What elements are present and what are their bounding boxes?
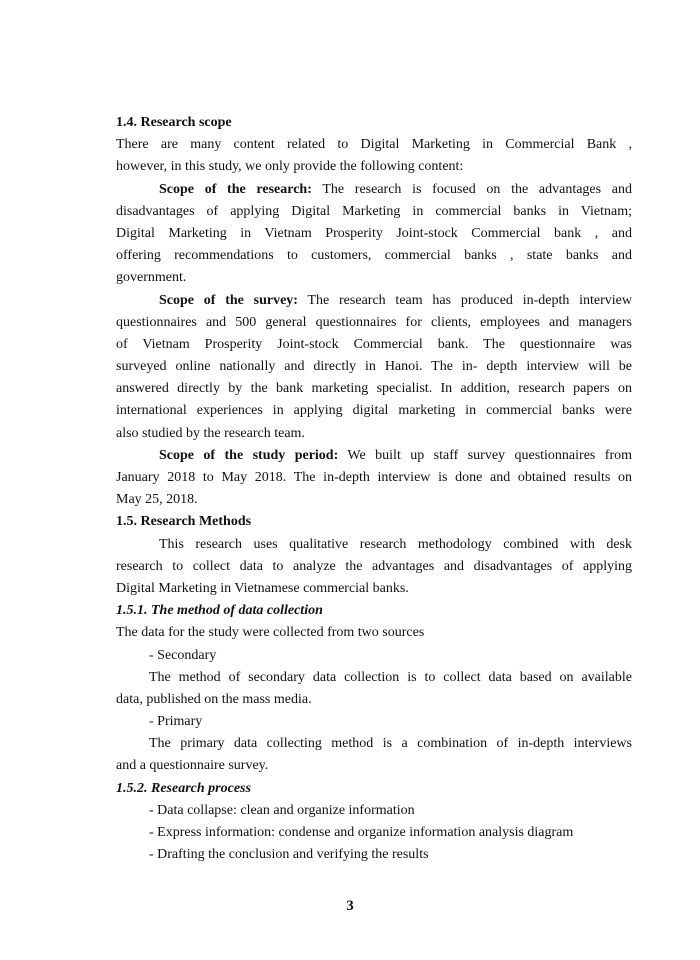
paragraph-line: government. [116, 270, 187, 286]
paragraph-line: and a questionnaire survey. [116, 758, 269, 774]
paragraph-line: of Vietnam Prosperity Joint-stock Commercial bank. The questionnaire was [116, 336, 632, 352]
paragraph-line: also studied by the research team. [116, 425, 305, 441]
paragraph-line: questionnaires and 500 general questionnaires for clients, employees and managers [116, 314, 632, 330]
scope-survey-label: Scope of the survey: [159, 292, 298, 308]
paragraph-text: The research team has produced in-depth interview [297, 292, 632, 308]
paragraph-line: There are many content related to Digital Marketing in Commercial Bank , [116, 137, 632, 153]
paragraph-line: The primary data collecting method is a combination of in-depth interviews [149, 736, 632, 752]
section-heading-research-scope: 1.4. Research scope [116, 115, 232, 130]
paragraph-text: The research is focused on the advantages and [311, 181, 632, 197]
paragraph-line: international experiences in applying digital marketing in commercial banks were [116, 403, 632, 419]
paragraph-line: however, in this study, we only provide the following content: [116, 159, 464, 175]
document-page [116, 112, 632, 866]
paragraph-line [116, 445, 632, 467]
subsection-heading-data-collection: 1.5.1. The method of data collection [116, 603, 323, 619]
paragraph-line: data, published on the mass media. [116, 691, 312, 707]
paragraph-line: disadvantages of applying Digital Marketing in commercial banks in Vietnam; [116, 203, 632, 219]
scope-research-label: Scope of the research: [159, 181, 312, 197]
paragraph-text: We built up staff survey questionnaires from [338, 447, 632, 463]
paragraph-line: Digital Marketing in Vietnam Prosperity Joint-stock Commercial bank , and [116, 225, 632, 241]
scope-period-label: Scope of the study period: [159, 447, 339, 463]
paragraph-line: January 2018 to May 2018. The in-depth interview is done and obtained results on [116, 470, 632, 485]
paragraph-line: Digital Marketing in Vietnamese commercial banks. [116, 580, 409, 596]
list-item: - Data collapse: clean and organize information [149, 802, 415, 818]
paragraph-line: surveyed online nationally and directly in Hanoi. The in- depth interview will be [116, 359, 632, 375]
list-item: - Express information: condense and organize information analysis diagram [149, 825, 574, 840]
paragraph-line: offering recommendations to customers, commercial banks , state banks and [116, 248, 632, 264]
paragraph-line: The data for the study were collected from two sources [116, 625, 425, 641]
paragraph-line: answered directly by the bank marketing specialist. In addition, research papers on [116, 381, 632, 397]
paragraph-line [116, 290, 632, 312]
list-item-secondary: - Secondary [149, 647, 217, 663]
list-item: - Drafting the conclusion and verifying the results [149, 847, 429, 863]
paragraph-line: May 25, 2018. [116, 492, 198, 508]
page-number: 3 [346, 898, 354, 914]
paragraph-line: The method of secondary data collection is to collect data based on available [149, 669, 632, 685]
paragraph-line: research to collect data to analyze the advantages and disadvantages of applying [116, 558, 632, 574]
subsection-heading-research-process: 1.5.2. Research process [116, 780, 251, 796]
section-heading-research-methods: 1.5. Research Methods [116, 514, 252, 530]
paragraph-line: This research uses qualitative research methodology combined with desk [159, 536, 632, 552]
list-item-primary: - Primary [149, 714, 203, 730]
paragraph-line [116, 179, 632, 201]
